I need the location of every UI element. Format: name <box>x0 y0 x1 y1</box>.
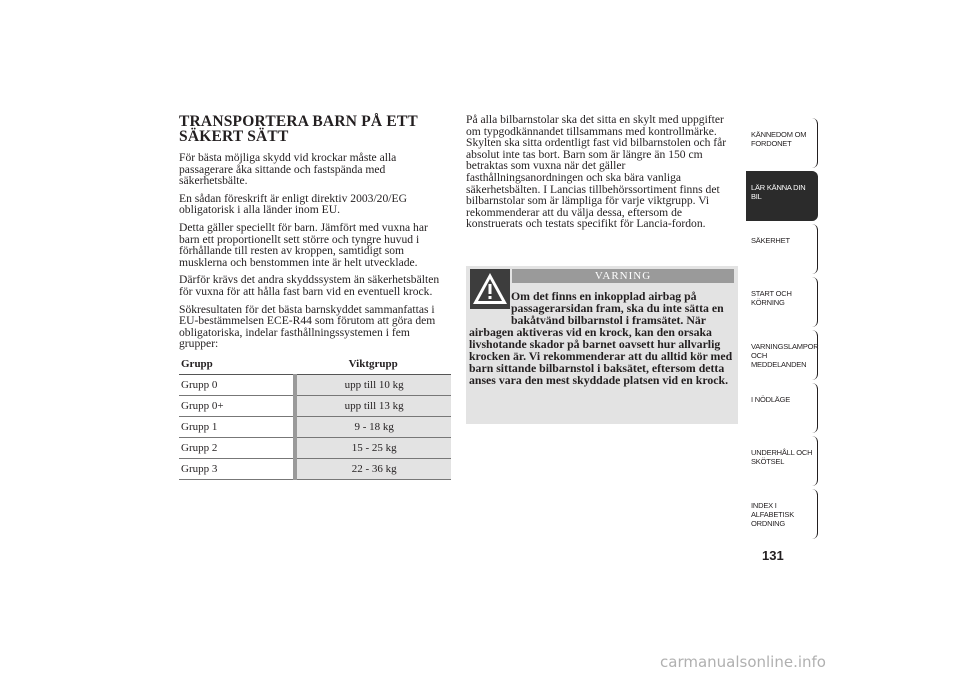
weight-cell: upp till 13 kg <box>295 395 451 416</box>
table-row <box>179 374 451 395</box>
weight-cell: 15 - 25 kg <box>295 437 451 458</box>
chapter-sidebar <box>746 118 818 542</box>
watermark: carmanualsonline.info <box>660 653 826 671</box>
group-cell: Grupp 2 <box>179 437 295 458</box>
group-cell: Grupp 0 <box>179 374 295 395</box>
column-header-weight: Viktgrupp <box>295 354 451 375</box>
column-header-group: Grupp <box>179 354 295 375</box>
weight-cell: 22 - 36 kg <box>295 458 451 479</box>
chapter-tab-sakerhet[interactable]: SÄKERHET <box>746 224 818 274</box>
table-row <box>179 458 451 479</box>
chapter-tab-lar-kanna[interactable]: LÄR KÄNNA DIN BIL <box>746 171 818 221</box>
group-cell: Grupp 0+ <box>179 395 295 416</box>
info-paragraph: På alla bilbarnstolar ska det sitta en skylt med uppgifter om typgodkännandet tillsammans med kontrollmärke. Skylten ska sitta ordentligt fast vid bilbarnstolen och får absolut inte tas bort. Barn som är längre än 150 cm betraktas som vuxna när det gäller fasthållningsanordningen och ska bära vanliga säkerhetsbälten. I Lancias tillbehörssortiment finns det bilbarnstolar som är lämpliga för varje viktgrupp. Vi rekommenderar att du välja dessa, eftersom de konstruerats och testats specifikt för Lancia-fordon. <box>466 113 727 231</box>
table-header-row <box>179 354 451 375</box>
chapter-tab-index[interactable]: INDEX I ALFABETISK ORDNING <box>746 489 818 539</box>
paragraph: För bästa möjliga skydd vid krockar måste alla passagerare åka sittande och fastspända med säkerhetsbälte. <box>179 151 397 188</box>
weight-group-table <box>179 354 451 480</box>
chapter-tab-underhall[interactable]: UNDERHÅLL OCH SKÖTSEL <box>746 436 818 486</box>
weight-cell: 9 - 18 kg <box>295 416 451 437</box>
paragraph: En sådan föreskrift är enligt direktiv 2003/20/EG obligatorisk i alla länder inom EU. <box>179 191 407 217</box>
chapter-tab-nodlage[interactable]: I NÖDLÄGE <box>746 383 818 433</box>
group-cell: Grupp 3 <box>179 458 295 479</box>
group-cell: Grupp 1 <box>179 416 295 437</box>
page-number: 131 <box>762 548 784 563</box>
warning-text-block <box>469 290 735 386</box>
table-row <box>179 395 451 416</box>
paragraph: Sökresultaten för det bästa barnskyddet sammanfattas i EU-bestämmelsen ECE-R44 som förutom att göra dem obligatoriska, indelar fasthållningssystemen i fem grupper: <box>179 302 436 351</box>
right-column <box>466 114 738 230</box>
table-row <box>179 416 451 437</box>
chapter-tab-kannedom[interactable]: KÄNNEDOM OM FORDONET <box>746 118 818 168</box>
table-row <box>179 437 451 458</box>
section-title: TRANSPORTERA BARN PÅ ETT SÄKERT SÄTT <box>179 113 418 145</box>
warning-text: Om det finns en inkopplad airbag på passagerarsidan fram, ska du inte sätta en bakåtvänd bilbarnstol i framsätet. När airbagen aktiveras vid en krock, kan den orsaka livshotande skador på barnet oavsett hur allvarlig krocken är. Vi rekommenderar att du alltid kör med barn sittande bilbarnstol i baksätet, eftersom detta anses vara den mest skyddade platsen vid en krock. <box>469 289 733 387</box>
chapter-tab-start[interactable]: START OCH KÖRNING <box>746 277 818 327</box>
warning-label: VARNING <box>512 269 734 283</box>
warning-box <box>466 266 738 424</box>
warning-text-spacer <box>469 290 511 316</box>
chapter-tab-varningslampor[interactable]: VARNINGSLAMPOR OCH MEDDELANDEN <box>746 330 818 380</box>
weight-cell: upp till 10 kg <box>295 374 451 395</box>
left-column <box>179 114 451 480</box>
paragraph: Detta gäller speciellt för barn. Jämfört med vuxna har barn ett proportionellt sett större och tyngre huvud i förhållande till resten av kroppen, samtidigt som musklerna och benstommen inte är helt utvecklade. <box>179 220 428 269</box>
paragraph: Därför krävs det andra skyddssystem än säkerhetsbälten för vuxna för att hålla fast barn vid en eventuell krock. <box>179 273 440 298</box>
